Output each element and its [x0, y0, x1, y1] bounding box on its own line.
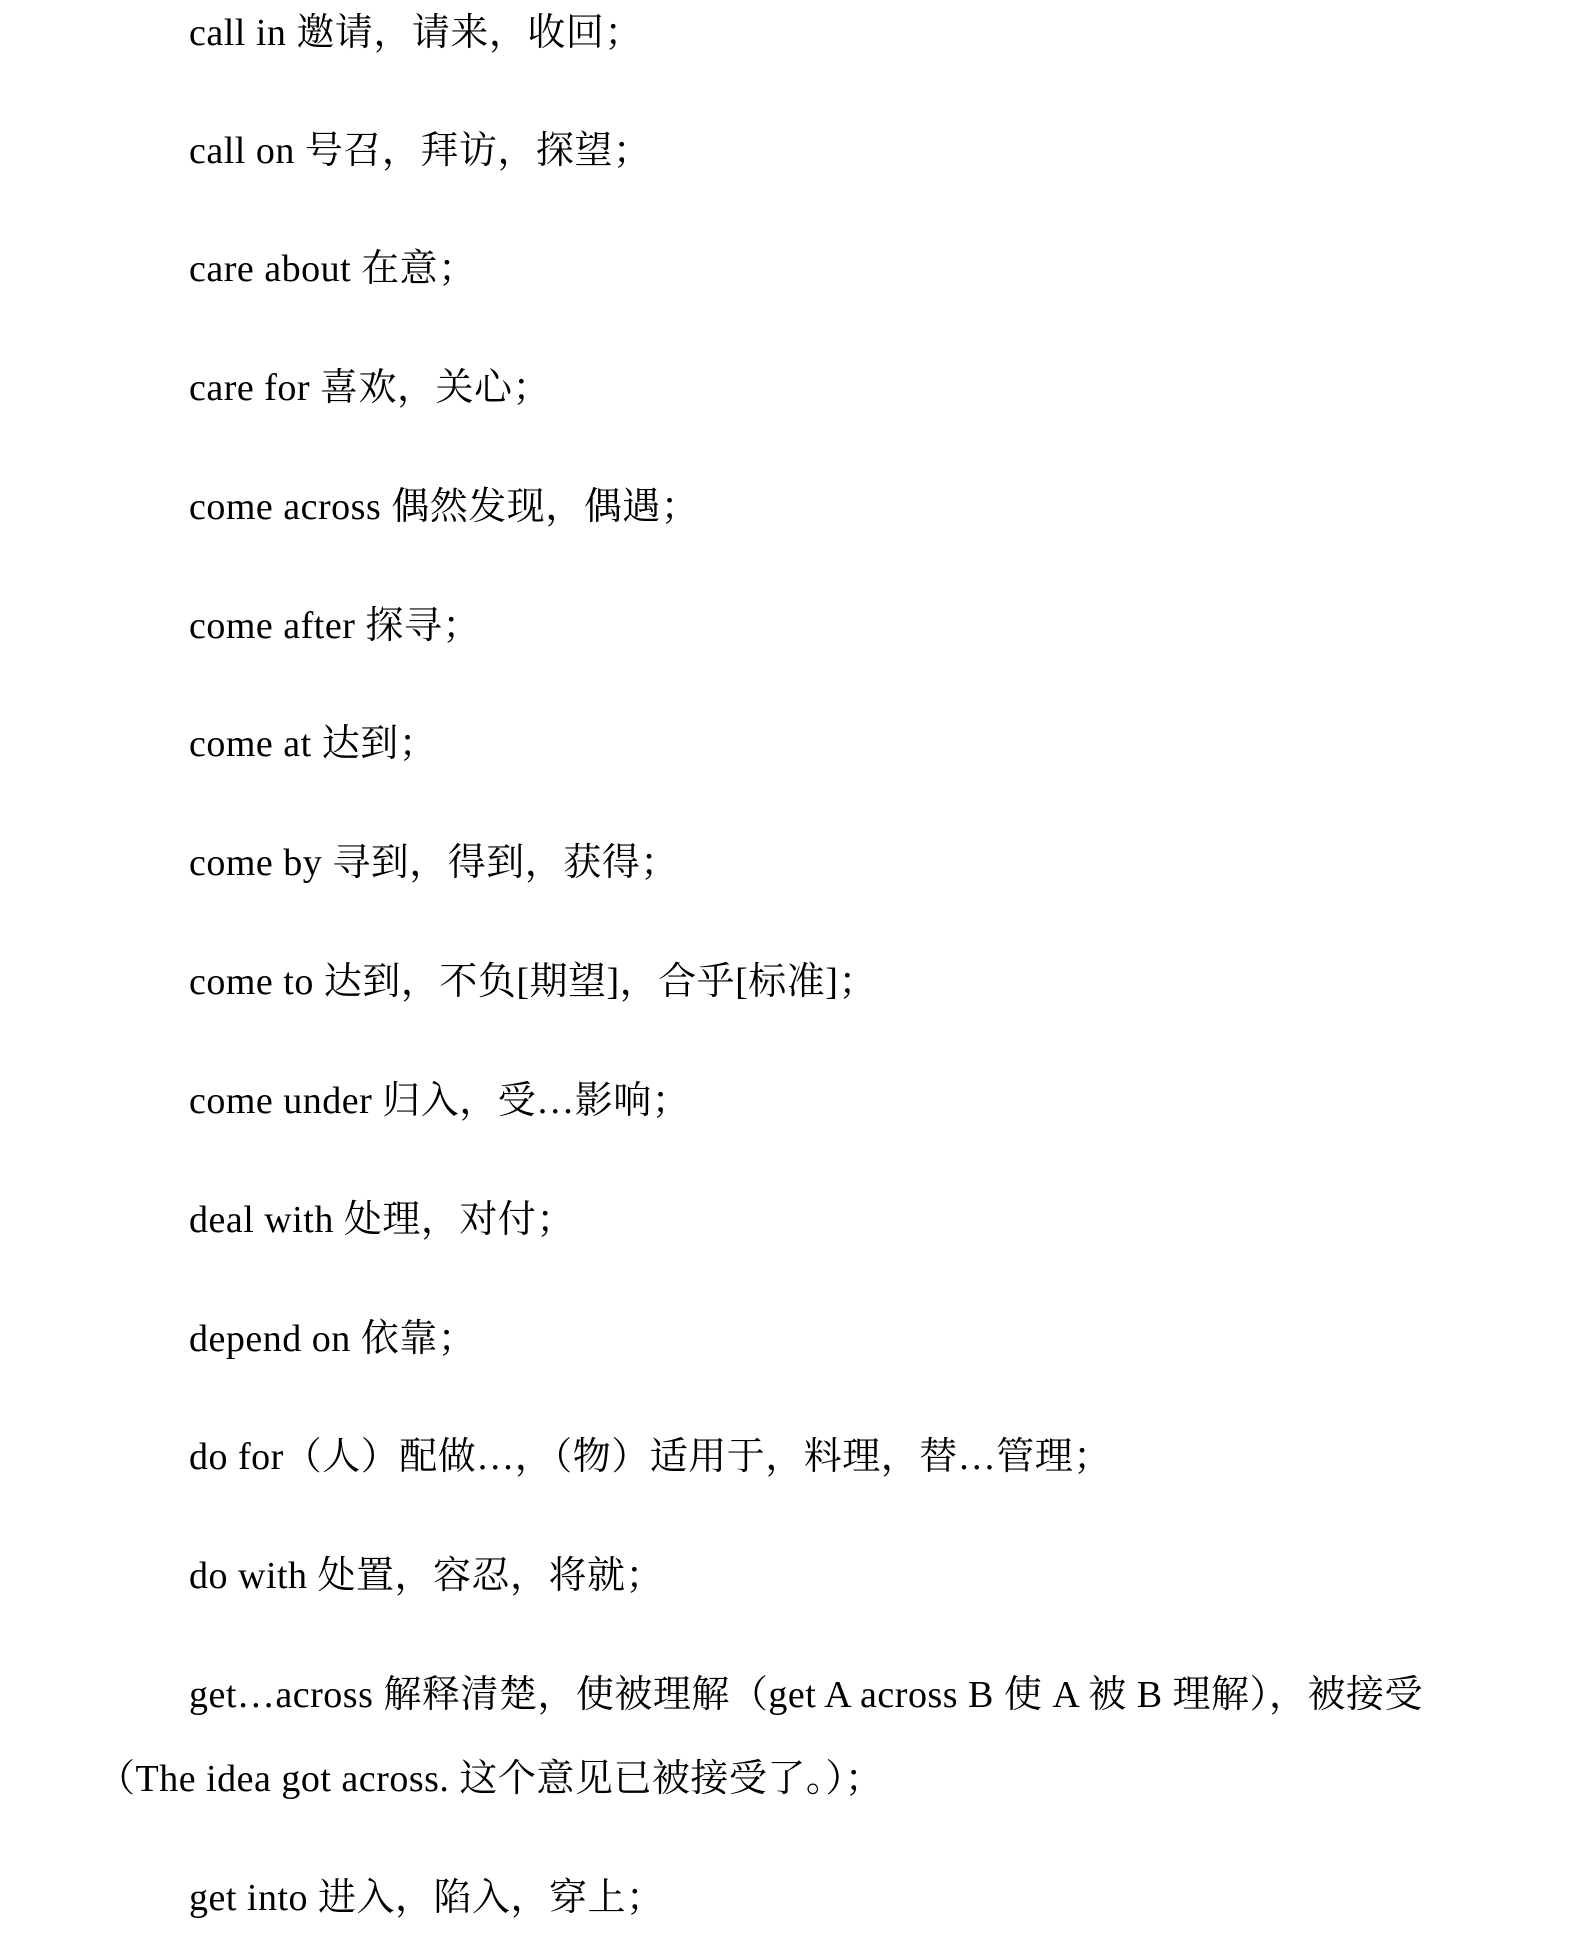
phrase-entry-come-after: come after 探寻；: [189, 605, 481, 647]
phrase-entry-depend-on: depend on 依靠；: [189, 1318, 477, 1360]
phrase-entry-deal-with: deal with 处理，对付；: [189, 1199, 575, 1241]
phrase-entry-call-on: call on 号召，拜访，探望；: [189, 130, 652, 172]
phrase-entry-come-at: come at 达到；: [189, 723, 438, 765]
phrase-entry-come-by: come by 寻到，得到，获得；: [189, 842, 679, 884]
phrase-entry-get-into: get into 进入，陷入，穿上；: [189, 1877, 665, 1919]
phrase-entry-come-to: come to 达到，不负[期望]，合乎[标准]；: [189, 961, 877, 1003]
phrase-entry-come-across: come across 偶然发现，偶遇；: [189, 486, 700, 528]
phrase-entry-call-in: call in 邀请，请来，收回；: [189, 12, 643, 54]
phrase-entry-care-for: care for 喜欢，关心；: [189, 367, 552, 409]
phrase-entry-do-for: do for（人）配做…，（物）适用于，料理，替…管理；: [189, 1436, 1112, 1478]
phrase-entry-do-with: do with 处置，容忍，将就；: [189, 1555, 665, 1597]
phrase-entry-care-about: care about 在意；: [189, 248, 477, 290]
phrase-entry-get-across: get…across 解释清楚，使被理解（get A across B 使 A 被 B 理解），被接受（The idea got across. 这个意见已被接受了。）；: [97, 1674, 1424, 1800]
phrase-entry-come-under: come under 归入，受…影响；: [189, 1080, 691, 1122]
